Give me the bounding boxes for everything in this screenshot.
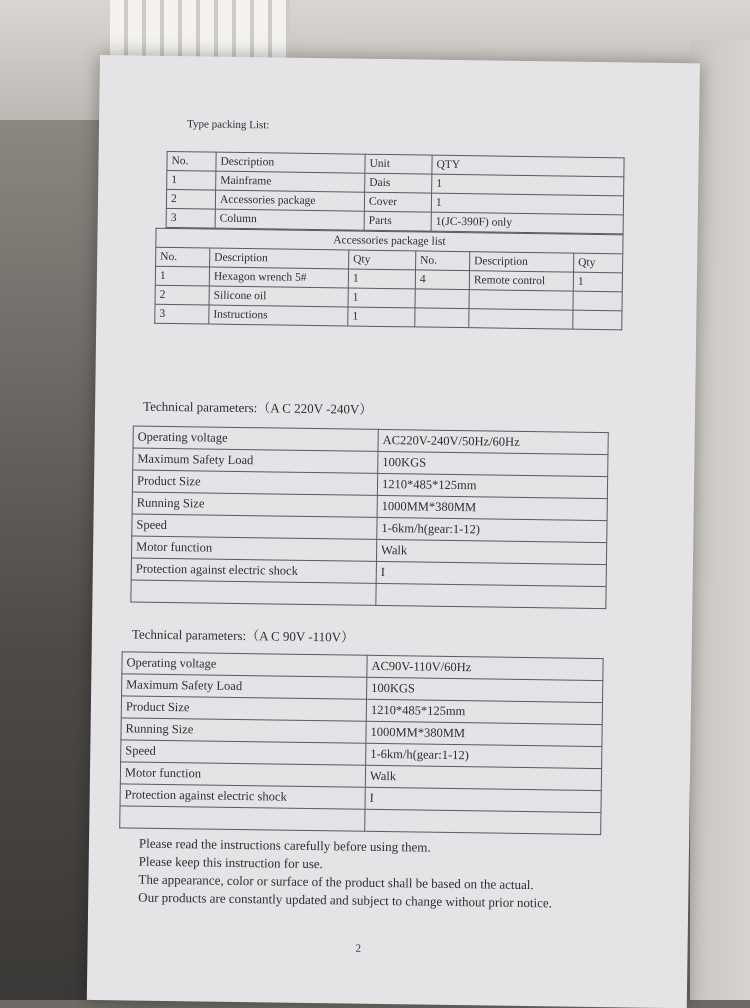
param-label: Running Size <box>132 492 377 517</box>
packing-header-qty: QTY <box>432 155 624 177</box>
accessories-cell-description: Hexagon wrench 5# <box>209 267 348 288</box>
param-value: I <box>365 787 601 812</box>
packing-list-title: Type packing List: <box>186 118 270 132</box>
accessories-header-no-2: No. <box>416 251 470 271</box>
accessories-cell-qty: 1 <box>348 288 415 308</box>
manual-page <box>87 55 700 1008</box>
param-label <box>131 580 376 605</box>
param-label <box>120 806 365 831</box>
packing-cell-qty: 1 <box>431 193 623 215</box>
note-line: The appearance, color or surface of the product shall be based on the actual. <box>138 871 534 893</box>
accessories-cell-no: 2 <box>155 285 209 305</box>
accessories-cell-no: 1 <box>155 266 209 286</box>
background-next-page <box>690 40 750 1000</box>
packing-list-table <box>166 151 625 234</box>
param-label: Speed <box>132 514 377 539</box>
accessories-header-description-2: Description <box>470 252 574 272</box>
page-number: 2 <box>355 942 362 955</box>
accessories-cell-no-2: 4 <box>415 270 469 290</box>
packing-header-description: Description <box>216 152 365 173</box>
param-label: Motor function <box>120 762 365 787</box>
param-label: Product Size <box>132 470 377 495</box>
param-value: Walk <box>376 539 606 564</box>
param-value <box>365 809 601 834</box>
note-line: Our products are constantly updated and subject to change without prior notice. <box>138 889 553 911</box>
accessories-cell-description: Silicone oil <box>209 286 348 307</box>
accessories-list-table <box>154 228 623 331</box>
param-label: Maximum Safety Load <box>122 674 367 699</box>
param-label: Operating voltage <box>133 426 378 451</box>
accessories-cell-qty: 1 <box>348 307 415 327</box>
param-value: I <box>376 561 606 586</box>
accessories-cell-description-2 <box>469 309 573 329</box>
packing-cell-description: Accessories package <box>215 190 364 211</box>
param-label: Running Size <box>121 718 366 743</box>
param-value: 1210*485*125mm <box>366 699 602 724</box>
packing-cell-description: Mainframe <box>216 171 365 192</box>
accessories-cell-qty-2 <box>573 310 622 330</box>
packing-cell-qty: 1(JC-390F) only <box>431 212 623 234</box>
packing-header-no: No. <box>167 151 216 171</box>
packing-cell-unit: Parts <box>364 211 431 231</box>
tech-params-220v-table <box>130 425 608 609</box>
packing-cell-no: 1 <box>167 170 216 190</box>
param-value: 1-6km/h(gear:1-12) <box>377 517 607 542</box>
accessories-cell-qty-2: 1 <box>573 272 622 292</box>
packing-cell-unit: Cover <box>364 192 431 212</box>
note-line: Please read the instructions carefully before using them. <box>138 835 431 855</box>
tech-params-110v-title: Technical parameters:（A C 90V -110V） <box>131 626 355 645</box>
accessories-header-qty: Qty <box>349 250 416 270</box>
packing-cell-no: 2 <box>166 189 215 209</box>
accessories-cell-qty: 1 <box>348 269 415 289</box>
accessories-header-qty-2: Qty <box>574 253 623 273</box>
accessories-header-no: No. <box>156 247 210 267</box>
accessories-header-description: Description <box>210 248 349 269</box>
param-label: Maximum Safety Load <box>133 448 378 473</box>
param-value: AC220V-240V/50Hz/60Hz <box>378 429 608 454</box>
accessories-cell-no-2 <box>415 289 469 309</box>
param-value: 100KGS <box>378 451 608 476</box>
param-value: Walk <box>365 765 601 790</box>
accessories-cell-description-2 <box>469 290 573 310</box>
param-value <box>376 583 606 608</box>
packing-cell-qty: 1 <box>432 174 624 196</box>
accessories-cell-no-2 <box>415 308 469 328</box>
param-label: Protection against electric shock <box>131 558 376 583</box>
accessories-cell-description-2: Remote control <box>469 271 573 291</box>
param-label: Motor function <box>131 536 376 561</box>
accessories-cell-no: 3 <box>155 304 209 324</box>
param-value: 1-6km/h(gear:1-12) <box>366 743 602 768</box>
param-value: 100KGS <box>367 677 603 702</box>
param-label: Protection against electric shock <box>120 784 365 809</box>
accessories-cell-qty-2 <box>573 291 622 311</box>
param-value: 1210*485*125mm <box>377 473 607 498</box>
accessories-cell-description: Instructions <box>209 305 348 326</box>
packing-cell-unit: Dais <box>365 173 432 193</box>
param-value: 1000MM*380MM <box>377 495 607 520</box>
packing-cell-no: 3 <box>166 208 215 228</box>
packing-header-unit: Unit <box>365 154 432 174</box>
tech-params-110v-table <box>119 651 603 835</box>
note-line: Please keep this instruction for use. <box>138 853 323 872</box>
accessories-list-title: Accessories package list <box>156 228 623 254</box>
param-label: Speed <box>121 740 366 765</box>
param-value: 1000MM*380MM <box>366 721 602 746</box>
param-label: Product Size <box>121 696 366 721</box>
tech-params-220v-title: Technical parameters:（A C 220V -240V） <box>142 398 373 417</box>
param-value: AC90V-110V/60Hz <box>367 655 603 680</box>
packing-cell-description: Column <box>215 209 364 230</box>
param-label: Operating voltage <box>122 652 367 677</box>
